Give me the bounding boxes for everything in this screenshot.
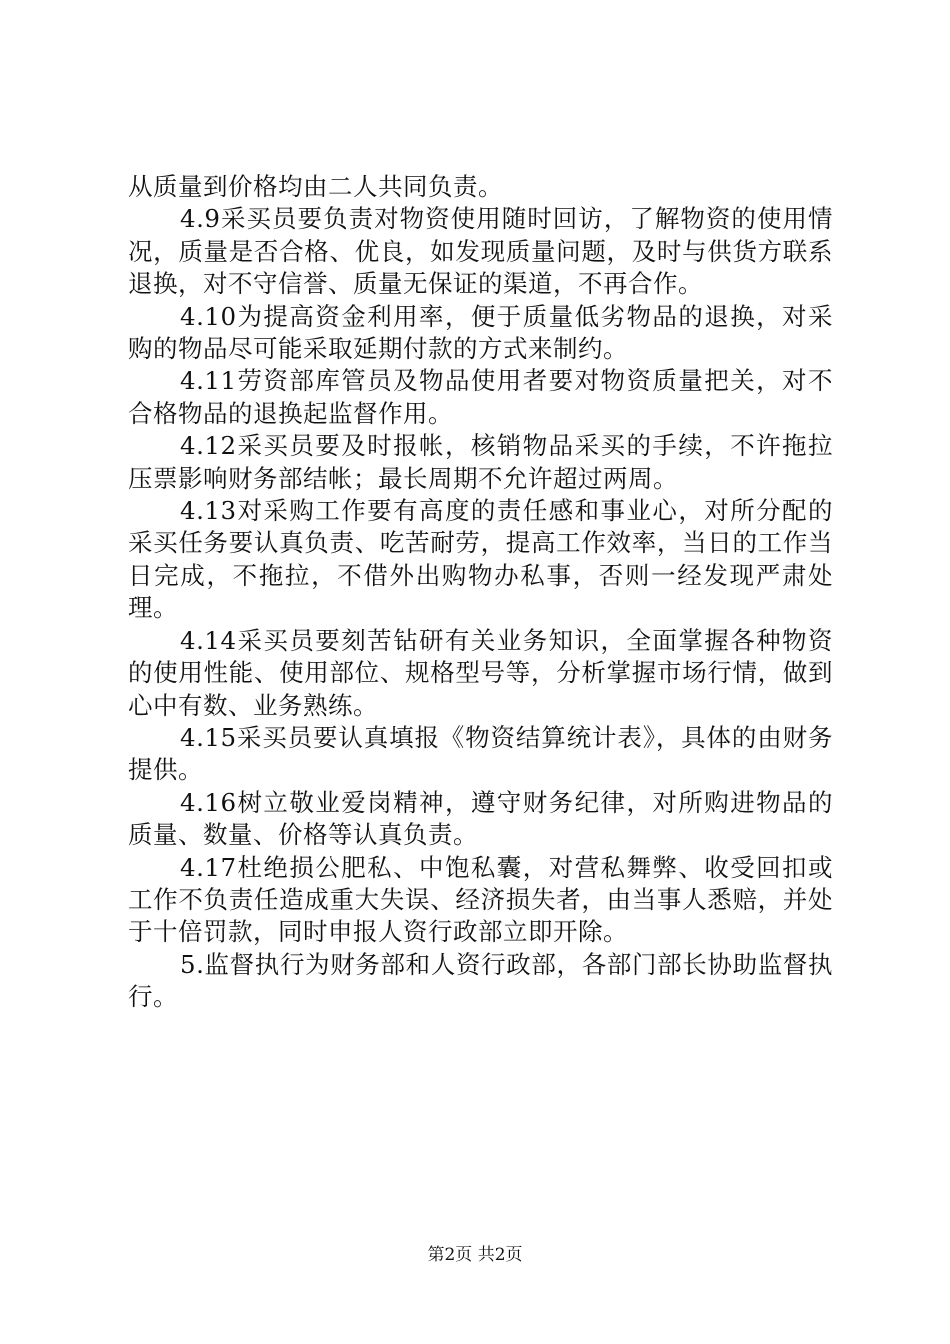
paragraph-4-12: 4.12采买员要及时报帐，核销物品采买的手续，不许拖拉压票影响财务部结帐；最长周期不允许超过两周。 bbox=[128, 431, 833, 493]
paragraph-4-15: 4.15采买员要认真填报《物资结算统计表》，具体的由财务提供。 bbox=[128, 722, 833, 785]
paragraph-5: 5.监督执行为财务部和人资行政部，各部门部长协助监督执行。 bbox=[128, 949, 833, 1012]
document-body bbox=[128, 171, 833, 1014]
paragraph-continuation: 从质量到价格均由二人共同负责。 bbox=[128, 172, 503, 201]
paragraph-4-11: 4.11劳资部库管员及物品使用者要对物资质量把关，对不合格物品的退换起监督作用。 bbox=[128, 366, 833, 428]
paragraph-4-9: 4.9采买员要负责对物资使用随时回访，了解物资的使用情况，质量是否合格、优良，如发现质量问题，及时与供货方联系退换，对不守信誉、质量无保证的渠道，不再合作。 bbox=[128, 204, 833, 299]
paragraph-4-10: 4.10为提高资金利用率，便于质量低劣物品的退换，对采购的物品尽可能采取延期付款的方式来制约。 bbox=[128, 301, 833, 364]
paragraph-4-14: 4.14采买员要刻苦钻研有关业务知识，全面掌握各种物资的使用性能、使用部位、规格型号等，分析掌握市场行情，做到心中有数、业务熟练。 bbox=[128, 625, 833, 720]
page-number-footer: 第2页 共2页 bbox=[427, 1245, 523, 1265]
paragraph-4-17: 4.17杜绝损公肥私、中饱私囊，对营私舞弊、收受回扣或工作不负责任造成重大失误、经济损失者，由当事人悉赔，并处于十倍罚款，同时申报人资行政部立即开除。 bbox=[128, 852, 833, 947]
paragraph-4-16: 4.16树立敬业爱岗精神，遵守财务纪律，对所购进物品的质量、数量、价格等认真负责。 bbox=[128, 787, 833, 850]
paragraph-4-13: 4.13对采购工作要有高度的责任感和事业心，对所分配的采买任务要认真负责、吃苦耐劳，提高工作效率，当日的工作当日完成，不拖拉，不借外出购物办私事，否则一经发现严肃处理。 bbox=[128, 496, 833, 623]
